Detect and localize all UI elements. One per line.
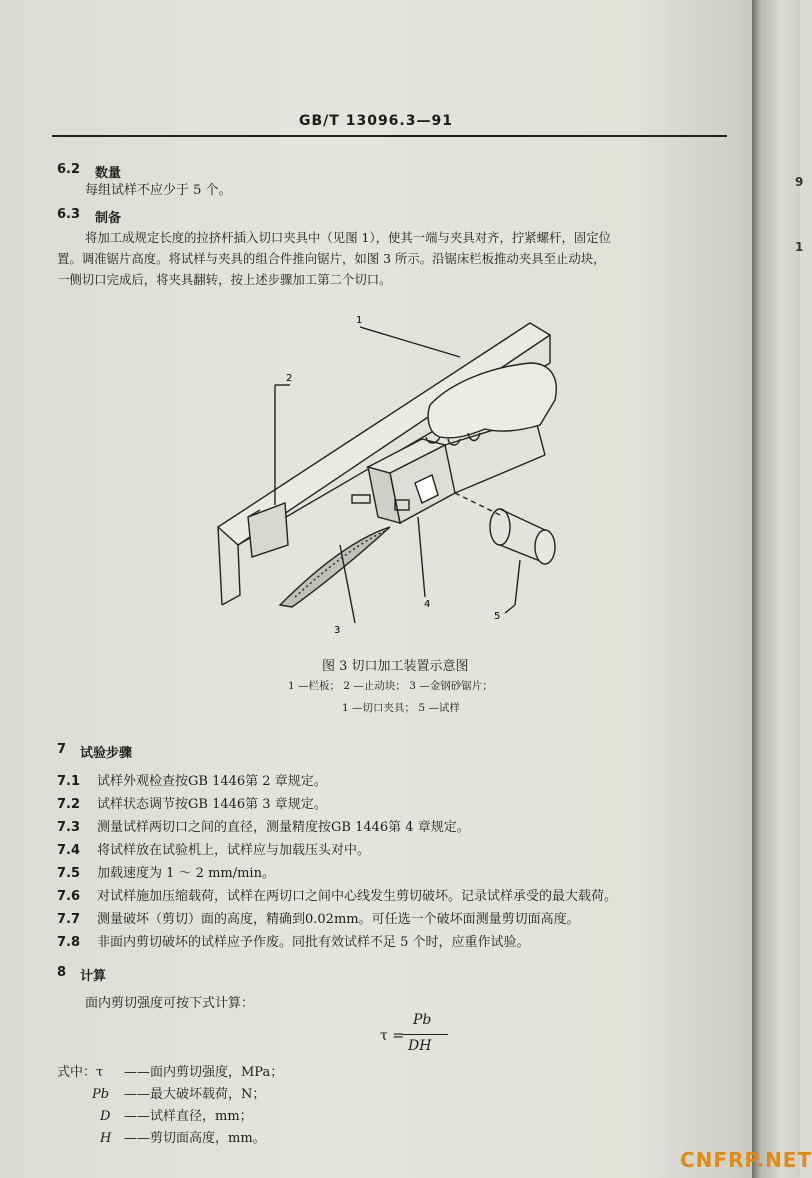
figure-label: 2 [286,373,293,384]
standard-header: GB/T 13096.3—91 [299,113,453,129]
where-symbol: H [100,1131,112,1146]
test-step: 7.7 测量破坏（剪切）面的高度，精确到0.02mm。可任选一个破坏面测量剪切面高度。 [57,912,580,927]
figure-label: 4 [424,599,431,610]
next-page-mark: 1 [795,240,804,254]
figure-label: 5 [494,611,501,622]
figure-caption: 图 3 切口加工装置示意图 [322,659,469,674]
figure-label: 1 [356,315,363,326]
formula-numerator: Pb [413,1012,432,1028]
figure-legend: 1 —切口夹具； 5 —试样 [342,702,460,714]
paragraph-line: 一侧切口完成后，将夹具翻转，按上述步骤加工第二个切口。 [57,272,392,287]
next-page-mark: 9 [795,175,804,189]
where-symbol: 式中：τ [57,1065,104,1080]
test-step: 7.2 试样状态调节按GB 1446第 3 章规定。 [57,797,327,812]
test-step: 7.4 将试样放在试验机上，试样应与加载压头对中。 [57,843,371,858]
paragraph-line: 置。调准锯片高度。将试样与夹具的组合件推向锯片，如图 3 所示。沿锯床栏板推动夹具至止动块， [57,251,606,266]
test-step: 7.1 试样外观检查按GB 1446第 2 章规定。 [57,774,327,789]
figure-label: 3 [334,625,341,636]
watermark: CNFRP.NET [680,1148,812,1172]
where-definition: ——最大破坏载荷，N； [124,1087,266,1102]
section-number: 7 [57,742,67,757]
paragraph: 每组试样不应少于 5 个。 [85,183,232,198]
fraction-bar [402,1034,448,1035]
paragraph: 面内剪切强度可按下式计算： [85,996,255,1011]
formula-denominator: DH [408,1038,432,1054]
where-symbol: Pb [92,1087,110,1102]
test-step: 7.8 非面内剪切破坏的试样应予作废。同批有效试样不足 5 个时，应重作试验。 [57,935,530,950]
section-number: 6.3 [57,207,81,222]
where-symbol: D [100,1109,111,1124]
section-title: 计算 [80,969,107,984]
header-rule [52,135,727,137]
specimen [535,530,555,564]
test-step: 7.3 测量试样两切口之间的直径，测量精度按GB 1446第 4 章规定。 [57,820,470,835]
section-number: 8 [57,965,67,980]
formula-lhs: τ = [380,1028,404,1044]
section-title: 试验步骤 [80,746,133,761]
figure-legend: 1 —栏板； 2 —止动块； 3 —金钢砂锯片； [288,680,493,692]
test-step: 7.6 对试样施加压缩载荷，试样在两切口之间中心线发生剪切破坏。记录试样承受的最大载荷。 [57,889,618,904]
where-definition: ——试样直径，mm； [124,1109,253,1124]
where-definition: ——面内剪切强度，MPa； [124,1065,284,1080]
saw-blade [280,527,390,607]
section-title: 数量 [95,166,122,181]
section-title: 制备 [95,211,122,226]
paragraph-line: 将加工成规定长度的拉挤杆插入切口夹具中（见图 1），使其一端与夹具对齐，拧紧螺杆，固定位 [85,230,612,245]
formula [380,1012,470,1057]
section-number: 6.2 [57,162,81,177]
notch-machining-figure [200,305,580,645]
next-page-edge [752,0,800,1178]
where-definition: ——剪切面高度，mm。 [124,1131,266,1146]
test-step: 7.5 加载速度为 1 ～ 2 mm/min。 [57,866,275,881]
